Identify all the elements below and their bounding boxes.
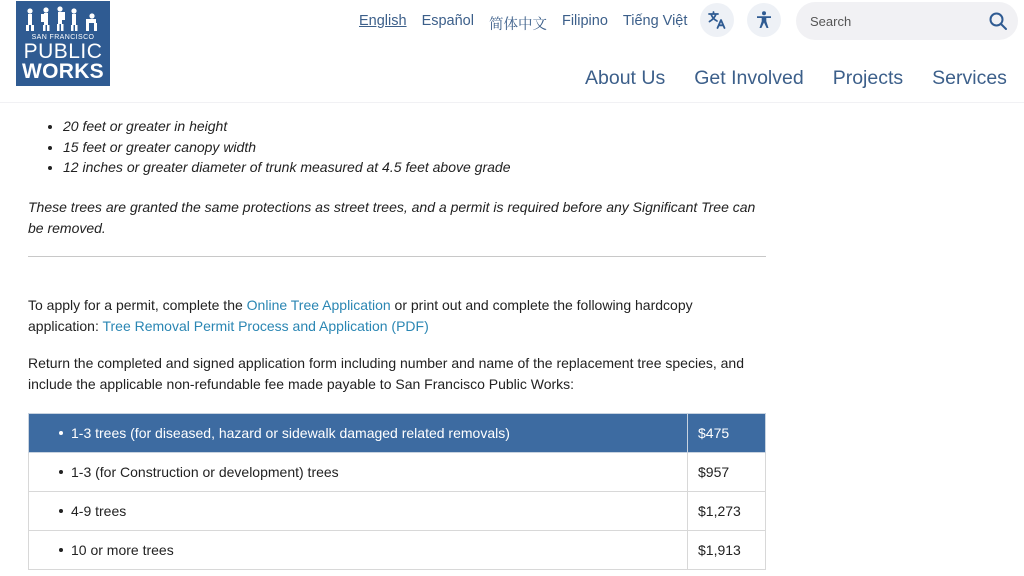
- fee-label: 10 or more trees: [71, 542, 174, 558]
- translate-icon: [707, 10, 727, 30]
- translate-button[interactable]: [700, 3, 734, 37]
- accessibility-icon: [754, 10, 774, 30]
- fee-label: 1-3 (for Construction or development) trees: [71, 464, 339, 480]
- search-input[interactable]: [810, 11, 980, 31]
- lang-vietnamese[interactable]: Tiếng Việt: [622, 13, 688, 29]
- lang-espanol[interactable]: Español: [421, 13, 474, 29]
- protection-note: These trees are granted the same protections as street trees, and a permit is required before any Significant Tree can be removed.: [28, 199, 756, 236]
- search-box: [796, 2, 1018, 40]
- fee-amount: $1,913: [688, 531, 766, 570]
- table-row: [29, 531, 766, 570]
- table-row: [29, 492, 766, 531]
- fee-label-cell: [29, 414, 688, 453]
- fee-label: 4-9 trees: [71, 503, 127, 519]
- fee-label-cell: [29, 531, 688, 570]
- significant-tree-criteria: [63, 116, 511, 178]
- bullet-dot: [59, 509, 63, 513]
- list-item: • 12 inches or greater diameter of trunk measured at 4.5 feet above grade: [63, 157, 511, 178]
- fee-amount: $1,273: [688, 492, 766, 531]
- return-paragraph: Return the completed and signed application form including number and name of the replacement tree species, and include the applicable non-refundable fee made payable to San Francisco Public Works:: [28, 355, 744, 392]
- nav-get-involved[interactable]: Get Involved: [694, 67, 804, 89]
- lang-filipino[interactable]: Filipino: [561, 13, 608, 29]
- main-nav: [585, 67, 1007, 90]
- fee-label-cell: [29, 453, 688, 492]
- online-tree-application-link[interactable]: Online Tree Application: [246, 297, 391, 313]
- site-header: [0, 0, 1024, 103]
- apply-paragraph: [28, 295, 748, 337]
- apply-text-before: To apply for a permit, complete the: [28, 297, 247, 313]
- logo-city-text: SAN FRANCISCO: [31, 34, 95, 41]
- fee-label-cell: [29, 492, 688, 531]
- search-icon[interactable]: [988, 11, 1008, 31]
- nav-about-us[interactable]: About Us: [585, 67, 666, 89]
- fee-amount: $475: [688, 414, 766, 453]
- bullet-dot: [59, 548, 63, 552]
- table-row: [29, 453, 766, 492]
- sfpw-logo[interactable]: [16, 1, 110, 86]
- lang-chinese[interactable]: 简体中文: [488, 17, 547, 33]
- divider: [28, 256, 766, 257]
- apply-text-middle: or print out and complete the following hardcopy application:: [28, 297, 693, 334]
- list-item: • 15 feet or greater canopy width: [63, 137, 511, 158]
- logo-works-text: WORKS: [22, 60, 104, 83]
- bullet-dot: [59, 470, 63, 474]
- list-item: • 20 feet or greater in height: [63, 116, 511, 137]
- bullet-dot: [59, 431, 63, 435]
- fee-table: [28, 413, 766, 570]
- permit-pdf-link[interactable]: Tree Removal Permit Process and Application (PDF): [102, 318, 429, 334]
- table-row: [29, 414, 766, 453]
- language-switcher: [359, 13, 702, 34]
- lang-english[interactable]: English: [359, 13, 407, 29]
- fee-label: 1-3 trees (for diseased, hazard or sidewalk damaged related removals): [71, 425, 510, 441]
- fee-amount: $957: [688, 453, 766, 492]
- logo-public-text: PUBLIC: [23, 40, 103, 63]
- workers-figures-icon: [22, 5, 104, 31]
- nav-services[interactable]: Services: [932, 67, 1007, 89]
- accessibility-button[interactable]: [747, 3, 781, 37]
- nav-projects[interactable]: Projects: [832, 67, 904, 89]
